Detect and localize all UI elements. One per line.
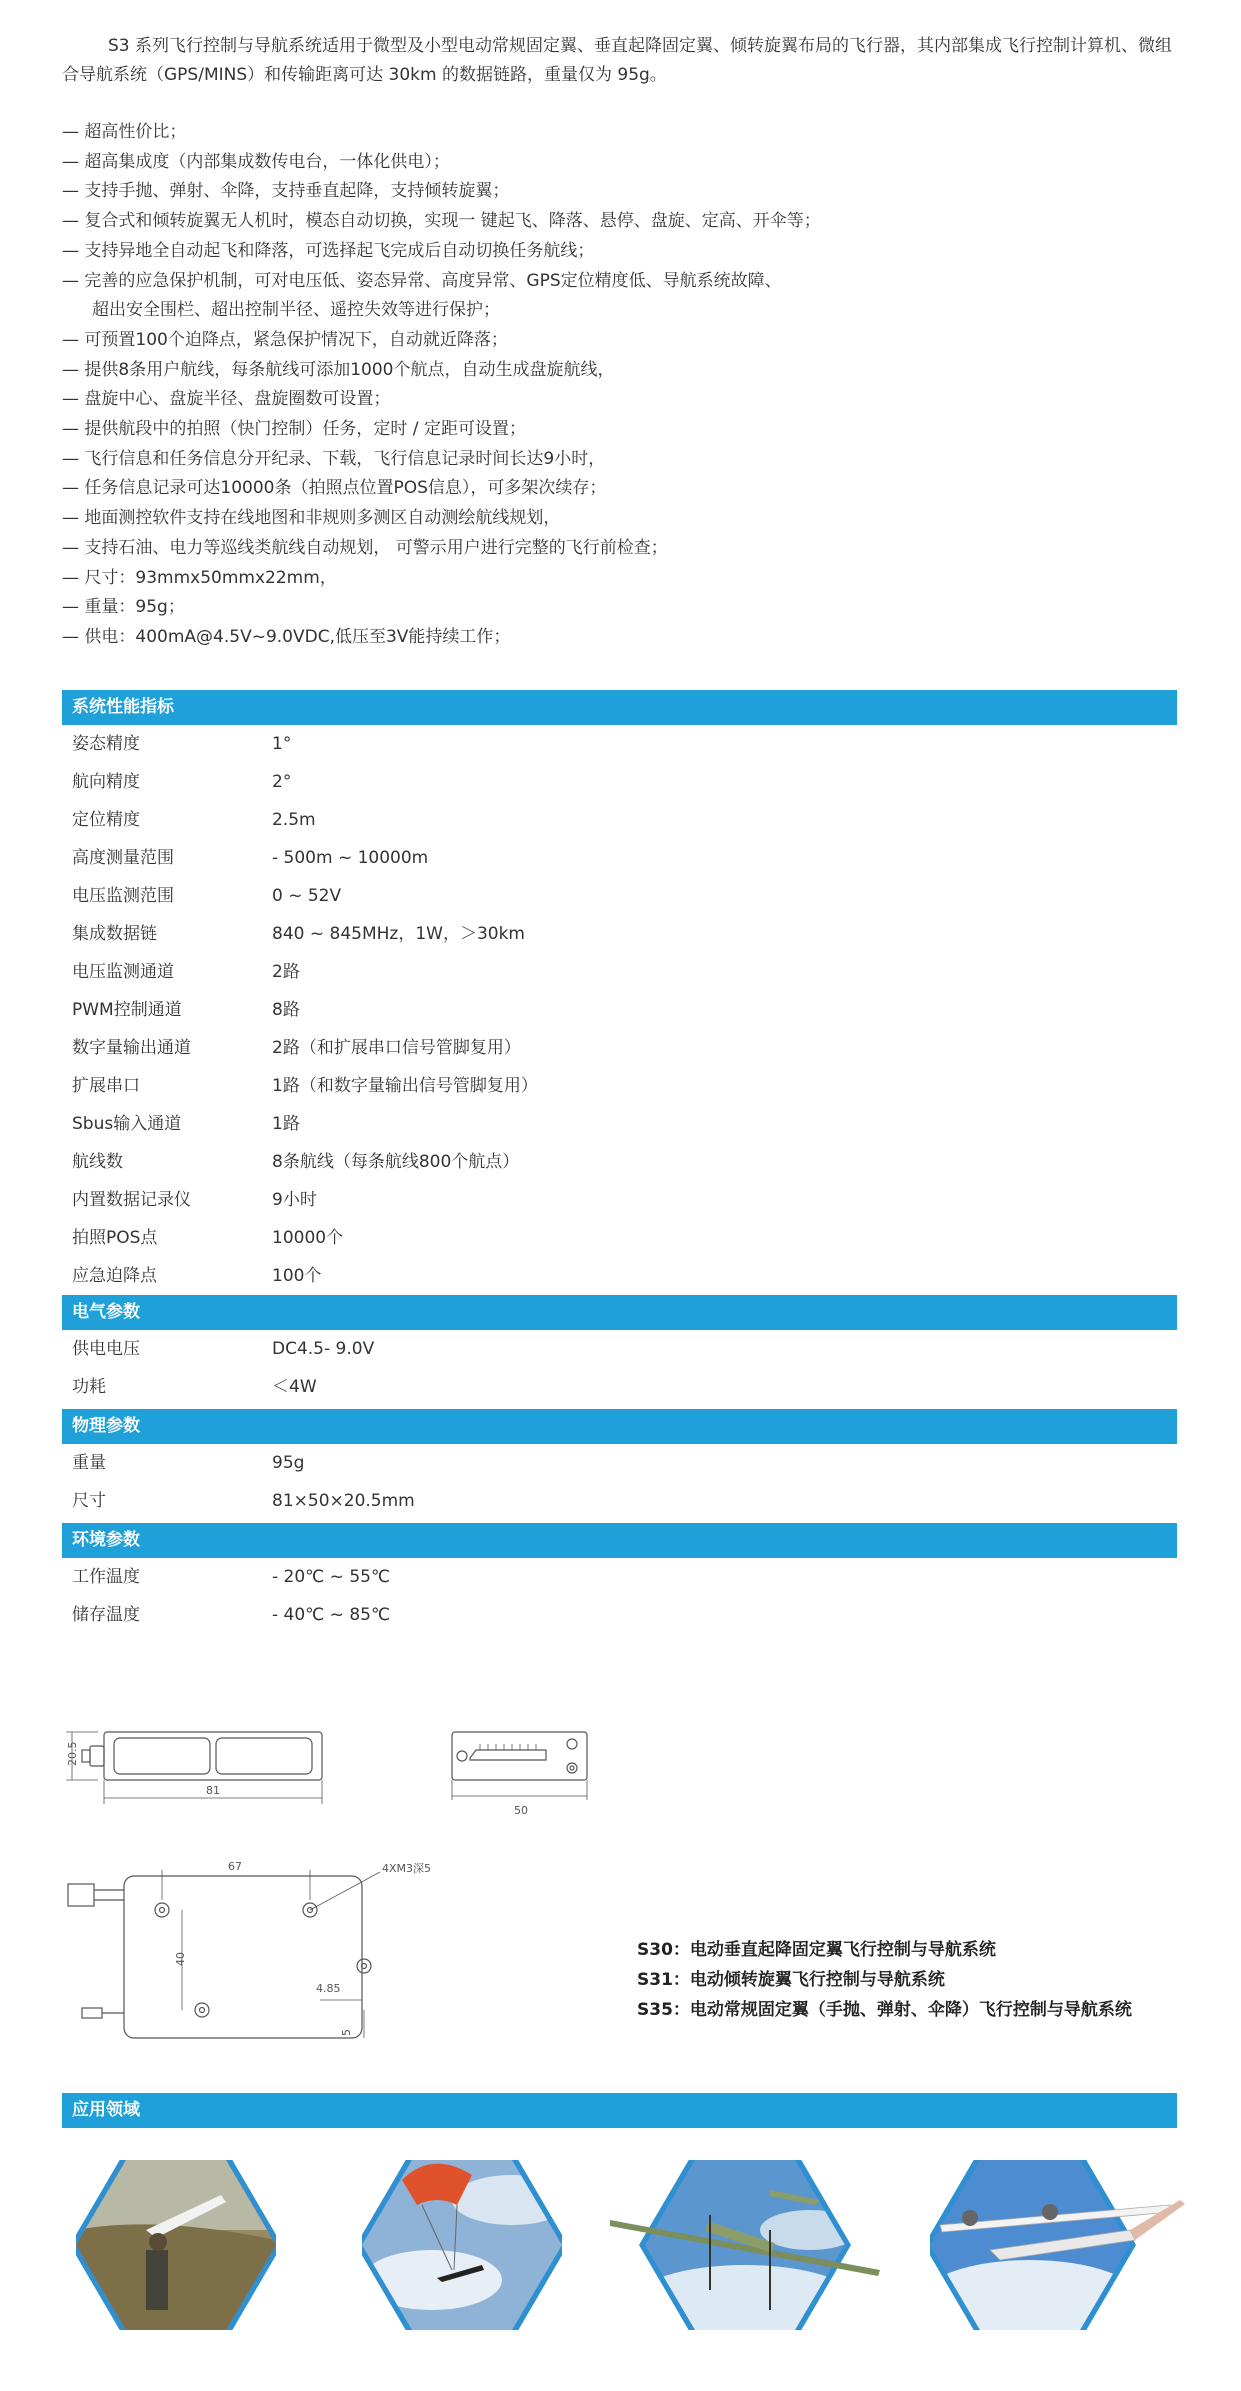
table-row <box>62 1029 1177 1067</box>
table-row <box>62 1257 1177 1295</box>
spec-key: 尺寸 <box>72 1491 106 1511</box>
table-row <box>62 801 1177 839</box>
table-row <box>62 1181 1177 1219</box>
spec-value: - 500m ~ 10000m <box>272 848 429 868</box>
section-header-physical: 物理参数 <box>62 1409 1177 1444</box>
section-header-electrical: 电气参数 <box>62 1295 1177 1330</box>
table-row <box>62 763 1177 801</box>
spec-key: PWM控制通道 <box>72 1000 182 1020</box>
spec-value: 840 ~ 845MHz，1W，＞30km <box>272 924 525 944</box>
intro-block <box>62 32 1182 653</box>
model-list <box>637 1935 1132 2025</box>
spec-key: 重量 <box>72 1453 106 1473</box>
feature-item: — 飞行信息和任务信息分开纪录、下载，飞行信息记录时间长达9小时， <box>62 448 606 469</box>
application-image-hand-launch <box>76 2160 276 2330</box>
spec-table-performance <box>62 725 1177 1295</box>
feature-item: — 超高集成度（内部集成数传电台，一体化供电）； <box>62 151 450 172</box>
dim-offset-x-label: 4.85 <box>316 1982 341 1995</box>
spec-value: 10000个 <box>272 1228 344 1248</box>
spec-table-electrical <box>62 1330 1177 1406</box>
spec-value: 100个 <box>272 1266 322 1286</box>
spec-value: 1° <box>272 734 292 754</box>
feature-item: — 可预置100个迫降点，紧急保护情况下，自动就近降落； <box>62 329 508 350</box>
spec-value: 8条航线（每条航线800个航点） <box>272 1152 520 1172</box>
spec-key: 定位精度 <box>72 810 140 830</box>
dim-hole-height-label: 40 <box>174 1952 187 1966</box>
feature-item: — 超高性价比； <box>62 122 187 142</box>
table-row <box>62 1444 1177 1482</box>
spec-key: 高度测量范围 <box>72 848 174 868</box>
feature-item: — 盘旋中心、盘旋半径、盘旋圈数可设置； <box>62 389 391 410</box>
spec-key: 数字量输出通道 <box>72 1038 191 1058</box>
dim-offset-y-label: 5 <box>340 2029 353 2036</box>
feature-item: — 地面测控软件支持在线地图和非规则多测区自动测绘航线规划， <box>62 508 561 529</box>
application-image-parachute <box>362 2160 562 2330</box>
spec-key: 储存温度 <box>72 1605 140 1625</box>
model-item: S35：电动常规固定翼（手抛、弹射、伞降）飞行控制与导航系统 <box>637 2000 1132 2020</box>
spec-key: 航向精度 <box>72 772 140 792</box>
feature-list <box>62 118 1182 653</box>
top-view <box>68 1860 431 2038</box>
feature-item: — 重量：95g； <box>62 597 185 618</box>
spec-key: 姿态精度 <box>72 734 140 754</box>
spec-value: 95g <box>272 1453 305 1473</box>
spec-value: 81×50×20.5mm <box>272 1491 415 1511</box>
dim-width-label: 50 <box>514 1804 528 1817</box>
spec-key: 电压监测范围 <box>72 886 174 906</box>
dimension-drawing <box>62 1700 662 2050</box>
spec-value: - 40℃ ~ 85℃ <box>272 1605 391 1625</box>
table-row <box>62 725 1177 763</box>
feature-item: — 任务信息记录可达10000条（拍照点位置POS信息），可多架次续存； <box>62 478 607 499</box>
intro-paragraph: S3 系列飞行控制与导航系统适用于微型及小型电动常规固定翼、垂直起降固定翼、倾转旋翼布局的飞行器，其内部集成飞行控制计算机、微组合导航系统（GPS/MINS）和传输距离可达 30km 的数据链路，重量仅为 95g。 <box>62 36 1173 85</box>
application-image-vtol <box>610 2160 880 2330</box>
spec-value: DC4.5- 9.0V <box>272 1339 375 1359</box>
table-row <box>62 991 1177 1029</box>
table-row <box>62 1596 1177 1634</box>
spec-table-physical <box>62 1444 1177 1520</box>
feature-item: — 提供航段中的拍照（快门控制）任务，定时 / 定距可设置； <box>62 419 526 440</box>
feature-item: — 支持手抛、弹射、伞降，支持垂直起降，支持倾转旋翼； <box>62 181 510 202</box>
feature-item: 超出安全围栏、超出控制半径、遥控失效等进行保护； <box>92 300 500 321</box>
spec-key: 航线数 <box>72 1152 123 1172</box>
application-image-tiltrotor <box>930 2160 1190 2330</box>
spec-table-environment <box>62 1558 1177 1634</box>
spec-key: 电压监测通道 <box>72 962 174 982</box>
spec-value: 2路（和扩展串口信号管脚复用） <box>272 1038 521 1058</box>
spec-value: 2路 <box>272 962 300 982</box>
feature-item: — 支持石油、电力等巡线类航线自动规划， 可警示用户进行完整的飞行前检查； <box>62 537 668 558</box>
model-item: S31：电动倾转旋翼飞行控制与导航系统 <box>637 1970 945 1990</box>
section-header-environment: 环境参数 <box>62 1523 1177 1558</box>
spec-value: 0 ~ 52V <box>272 886 342 906</box>
table-row <box>62 1368 1177 1406</box>
spec-value: - 20℃ ~ 55℃ <box>272 1567 391 1587</box>
table-row <box>62 1067 1177 1105</box>
dim-length-label: 81 <box>206 1784 220 1797</box>
table-row <box>62 1330 1177 1368</box>
table-row <box>62 839 1177 877</box>
table-row <box>62 1482 1177 1520</box>
feature-item: — 完善的应急保护机制，可对电压低、姿态异常、高度异常、GPS定位精度低、导航系统故障、 <box>62 270 782 291</box>
spec-value: 1路 <box>272 1114 300 1134</box>
spec-key: 扩展串口 <box>72 1076 140 1096</box>
table-row <box>62 1143 1177 1181</box>
dim-thread-label: 4XM3深5 <box>382 1862 432 1875</box>
table-row <box>62 1219 1177 1257</box>
side-view <box>66 1732 322 1804</box>
feature-item: — 提供8条用户航线，每条航线可添加1000个航点，自动生成盘旋航线， <box>62 359 615 380</box>
dim-hole-span-label: 67 <box>228 1860 242 1873</box>
spec-key: 功耗 <box>72 1377 106 1397</box>
spec-key: 集成数据链 <box>72 924 157 944</box>
spec-key: 供电电压 <box>72 1339 140 1359</box>
feature-item: — 复合式和倾转旋翼无人机时，模态自动切换，实现一 键起飞、降落、悬停、盘旋、定高、开伞等； <box>62 211 821 232</box>
end-view <box>452 1732 587 1817</box>
spec-value: 2° <box>272 772 292 792</box>
table-row <box>62 1558 1177 1596</box>
spec-key: Sbus输入通道 <box>72 1114 182 1134</box>
table-row <box>62 953 1177 991</box>
spec-value: 2.5m <box>272 810 316 830</box>
section-header-performance: 系统性能指标 <box>62 690 1177 725</box>
dim-height-label: 20.5 <box>66 1741 79 1766</box>
section-header-application: 应用领域 <box>62 2093 1177 2128</box>
spec-key: 内置数据记录仪 <box>72 1190 191 1210</box>
spec-value: 9小时 <box>272 1190 317 1210</box>
spec-value: 8路 <box>272 1000 300 1020</box>
spec-key: 工作温度 <box>72 1567 140 1587</box>
table-row <box>62 915 1177 953</box>
model-item: S30：电动垂直起降固定翼飞行控制与导航系统 <box>637 1940 996 1960</box>
spec-value: 1路（和数字量输出信号管脚复用） <box>272 1076 538 1096</box>
table-row <box>62 877 1177 915</box>
feature-item: — 供电：400mA@4.5V~9.0VDC,低压至3V能持续工作； <box>62 626 511 647</box>
spec-key: 拍照POS点 <box>72 1228 158 1248</box>
feature-item: — 支持异地全自动起飞和降落，可选择起飞完成后自动切换任务航线； <box>62 240 595 261</box>
spec-value: ＜4W <box>272 1377 317 1397</box>
table-row <box>62 1105 1177 1143</box>
spec-key: 应急迫降点 <box>72 1266 157 1286</box>
feature-item: — 尺寸：93mmx50mmx22mm， <box>62 567 337 588</box>
